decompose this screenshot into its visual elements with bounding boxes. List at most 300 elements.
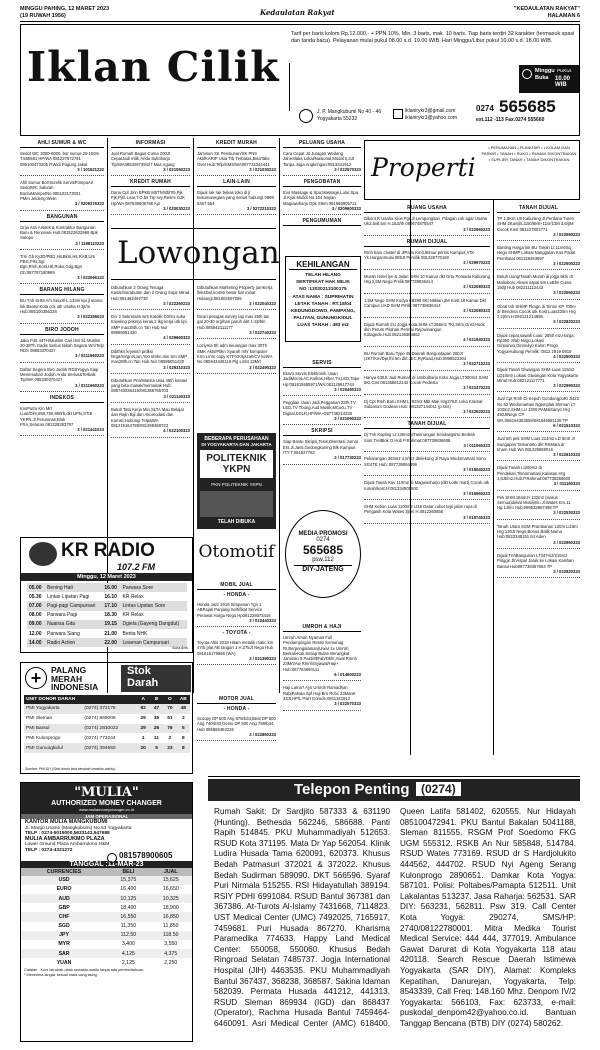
otomotif-title: Otomotif — [198, 542, 275, 562]
telepon-list: Rumah Sakit: Dr Sardjito 587333 & 631190 (Hunting). Bethesda 562246, 586688. Panti Rapih 514845. PKU Muhammadiyah 512653. RSUD Kota 371195. Mata Dr Yap 562054. Klinik Ludira Husada Tama 620091, 620373. Khusus Bedah Patmasuri 372021 & 372022. Khusus Bedah Sudirman 589090. DKT 566596. Syaraf Puri Nirmala 515255. RSI Hidayatullah 389194. RSIY PDHI 6991084. RSUD Bantul 367381 dan 367386. At-Turots Al-Islamy 7431668, 7114823. UST Medical Center (UMC) 7492025, 7165917, 7459681. Puri Husada 867270. Kharisma Paramedika 774633. Happy Land Medical Center: 550058, 550060. Khusus Bedah Ringroad Selatan 7485737. Jogja International Hospital (JIH) 4463535. PKU Muhammadiyah Bantul 367437, 368238, 368587. Sakina Idaman 582039. Permata Husada 441212, 441313. RSUD Sleman 869934 (IGD) dan 868437 (Operator), Rachma Husada Bantul 7459464-6460091. Asri Medical Center (AMC) 618400. Queen Latifa 581402, 620555. Nur Hidayah 085100472941. PKU Bantul Bakalan 5041188, Sleman 811555. RSGM Prof Soedomo FKG UGM 555312. RSKB An Nur 585848, 514784. RSUD Wates 773169. RSUD dr S Hardjolukito 444562, 444702. RSUD Nyi Ageng Serang Kulonprogo 2890651. Damkar Kota Yogya: 587101. Polisi: Poltabes/Pamapta 512511. Unit Lakalantas 513237. Jasa Raharja: 562531. SAR DIY: 563231, 562811. Psw 319. Call Center Kota Yogya: 290274, SMS/HP: 2740/08122780001. Mitra Medika Tourist Medical Service: 444 444, 377019. Ambulance Gawat Darurat di Kota Yogyakarta 118 atau 420118. Search Rescue Daerah Istimewa Yogyakarta (SAR DIY), Alamat: Kompleks Kepatihan, Danurejan, Yogyakarta, Telp: 8543339, Call Freq: 148.160 Mhz. Denpom IV/2 Yogyakarta: 566103, Fax: 623733, e-mail: puskodal_denpom42@yahoo.co.id. Bantuan Tanggap Bencana (BTB) DIY (0274) 580262. — [214, 807, 576, 1028]
program-name: Pagi-pagi Campursari — [47, 602, 96, 609]
pmi-row — [24, 724, 190, 734]
column-1 — [20, 140, 104, 439]
ad-text: Dibutuhkan 2 Orang Tenaga Kasar/Serabutan dan 2 Orang Sopir Minat Hub:081382492730 — [111, 285, 190, 301]
ad-code: 3 / 022066122 — [77, 275, 104, 281]
kehilangan-notice: KEHILANGAN TELAH HILANG SERTIFIKAT HAK MILIK NO :13020213100175 ATAS NAMA : SUPRIHATIN LETAK TANAH : RT.18/04 KEDUNGDOWO, PAMPANG, PALIYAN, GUNUNGKIDUL LUAS TANAH : 483 m2 — [285, 256, 361, 342]
program-time: 05.30 — [29, 593, 42, 600]
classified-ad — [197, 313, 276, 339]
banner-address: J. P. Mangkubumi No 40 - 46 Yogyakarta 55232 — [317, 109, 382, 122]
classified-section — [197, 140, 276, 176]
classified-ad — [20, 297, 104, 323]
classified-ad — [111, 377, 190, 403]
section-subheading: - HONDA - — [223, 592, 250, 598]
mobil-jual-section — [197, 582, 276, 668]
classified-ad — [197, 639, 276, 665]
masthead-page: "KEDAULATAN RAKYAT" HALAMAN 6 — [513, 6, 580, 19]
pmi-cell-tel: (0274) 394550 — [84, 745, 116, 751]
classified-ad — [283, 438, 361, 464]
section-heading: PENGOBATAN — [283, 179, 361, 187]
pmi-cell-a: 29 — [140, 725, 146, 731]
pmi-row — [24, 714, 190, 724]
ad-text: Dj Tnh Kapling Lt:130m2 dTamnungan Sendangtirto Berbah Sinn,TrelBlok O.Hub P.Rahmat:087739836608 — [364, 432, 475, 443]
ad-text: Obral tnh SHMP Pkngn di Tenon KP 700m dr Bendera Cocok utk Kost Luas325m Hrg 2,2jt/m,H:082121214855 — [497, 303, 576, 320]
kr-radio-schedule: KR RADIO 107.2 FM Minggu, 12 Maret 2023 05.00 Bening Hati 16.00 Parwara Sore 05.30 Lintas Lipstan Pagi 16.10 KR Relax 07.00 Pagi-pagi Campursari 17.10 Lintas Lipstan Sore 08.00 Parwara Pagi 18.30 KR Relax 09.00 Nuansa Gita 19.15 Dgiela (Gayeng Dangdut) 12.00 Parwara Siang 21.00 Berita NHK 14.00 Radio Action 22.00 Lesenan Campursari Suba Artis — [20, 537, 193, 653]
pmi-cell-tel: (0274) 869009 — [84, 716, 116, 722]
lowongan-column-1 — [111, 284, 190, 441]
classified-ad — [497, 435, 580, 461]
pmi-cell-o: 51 — [167, 716, 173, 722]
program-name: Parwara Siang — [47, 630, 80, 637]
ad-text: Butuh Tata Kerja Min SLTA Mau Belajar dan Rajin Biji dan Akomodasi dan Komisi.Hubungi Telp&WA 081219164799/081269368723 — [111, 407, 185, 428]
program-name: KR Relax — [122, 612, 144, 619]
ad-code: 3 / 022860323 — [249, 731, 276, 737]
email-icon — [393, 109, 403, 119]
pmi-cell-tel: (0274) 2810022 — [84, 725, 119, 731]
pmi-blood-stock: + PALANG MERAH INDONESIA Stok Darah UNIT DONOR DARAH A B O AB PMI Yogyakarta (0274) 372176 82 47 70 48 PMI Sleman (0274) 869009 29 35 51 2 PMI Bantul (0274) 2810022 29 26 76 5 PMI Kulonprogo (0274) 773244 1 11 2 8 PMI Gunungkidul (0274) 394550 20 5 23 8 Sumber: PMI DIY (Stok darah bisa berubah sewaktu-waktu). — [20, 662, 193, 774]
campus-photo — [200, 491, 273, 517]
classified-section — [20, 287, 104, 323]
classified-ad — [283, 370, 361, 396]
classified-ad — [283, 150, 361, 176]
properti-tags: • PERUMAHAN • PLANGSIR • • KOLAM DAN PARKIR • TANAH • RUKO • RUMAH DIKONTRAKAN • SUPLIER TANAH • TANAH DIKONTRAKAN — [481, 145, 577, 162]
phone-number: 565685 — [499, 97, 556, 116]
pmi-cell-ab: 5 — [181, 725, 185, 731]
program-time: 19.15 — [104, 621, 117, 628]
politeknik-ad[interactable]: BEBERAPA PERUSAHAAN DI YOGYAKARTA DAN JAKARTA POLITEKNIK YKPN PKN POLITEKNIK YKPN TELAH DIBUKA — [197, 433, 276, 529]
classified-section — [197, 696, 276, 741]
buy-rate: 2,125 — [121, 959, 135, 966]
program-time: 08.00 — [29, 612, 42, 619]
classified-ad — [20, 405, 104, 436]
ad-code: 3 / 011060323 — [463, 443, 490, 449]
ad-code: 3 / 022155023 — [77, 314, 104, 320]
ad-code: 3 / 022080323 — [463, 284, 490, 290]
classified-ad — [20, 224, 104, 250]
classified-section — [20, 327, 104, 392]
classified-ad — [497, 273, 580, 299]
section-heading: BARANG HILANG — [20, 287, 104, 295]
ad-code: 3 / 0272210323 — [246, 206, 276, 212]
classified-ad — [20, 150, 104, 176]
classified-section — [111, 140, 190, 176]
sell-rate: 3,550 — [164, 941, 178, 948]
buy-rate: 4,125 — [121, 950, 135, 957]
pmi-cell-a: 82 — [140, 706, 146, 712]
classified-ad — [364, 455, 490, 476]
ad-code: 4 / 029660323 — [163, 335, 190, 341]
rate-date: TANGGAL :11-MAR-23 — [21, 861, 192, 868]
tariff-text: Tarif per baris kolom Rp.12.000,- + PPN 10%. Min. 3 baris, mak. 10 baris. Tiap baris terdiri 32 karakter (termasuk spasi dan tanda baca). Pelayanan mulai pukul 08.00 s.d. 19.00 WIB. Hari Minggu/Libur pukul 10.00 s.d. 18.00 WIB. — [291, 31, 575, 44]
classified-section — [364, 205, 490, 236]
currency-code: EURO — [56, 886, 72, 893]
currency-code: SGD — [58, 923, 70, 930]
program-time: 05.00 — [29, 584, 42, 591]
ad-code: 3 / 022080323 — [463, 308, 490, 314]
classified-ad — [364, 503, 490, 524]
ad-code: 4 / 022100323 — [163, 428, 190, 434]
classified-ad — [364, 479, 490, 500]
pmi-row — [24, 704, 190, 714]
ad-code: 3 / 022550223 — [553, 290, 580, 296]
ad-text: Jaka P45 44TH/Muslim Cari Istri 51 Muslim 30-38Th Gadis Serius Nikah Segera WA/Telp RDS 08853370427 — [20, 337, 104, 354]
ad-text: Dijual Tanah Kav 110m2 di Maguwoharjo (dkt Lotte mart),Cocok utk rumah/kost,H:081334905500 — [364, 480, 490, 491]
buy-rate: 10,125 — [120, 895, 137, 902]
ad-code: 3 / 011160323 — [553, 481, 580, 487]
classified-ad — [197, 284, 276, 310]
ad-text: Hanya 630Jt Jual Rumah di Umbulharjo Kota Jogja LT300m2 SHM 5Kt,Gns 081358812242 Cocok Pedesta — [364, 374, 488, 385]
ad-text: Rmh baru cluster di JlParis Km4,5timur persis Kampus ATK Yk.Harganmulai 685Jt Pemilik 081328770160 — [364, 249, 475, 261]
classified-ad — [111, 406, 190, 437]
ad-code: 3 / 019740323 — [463, 514, 490, 520]
hours-badge: Minggu Buka PUKUL 10.00 WIB — [519, 65, 579, 93]
classified-ad — [111, 348, 190, 374]
pmi-cell-b: 11 — [154, 735, 160, 741]
ad-code: 3 / 0209600323 — [331, 206, 361, 212]
section-heading: BIRO JODOH — [20, 327, 104, 335]
classified-ad — [364, 273, 490, 294]
ad-code: 3 / 022440323 — [249, 617, 276, 623]
radio-row — [27, 629, 187, 638]
radio-name: KR RADIO — [61, 540, 155, 561]
classified-section — [364, 421, 490, 524]
classified-ad — [497, 395, 580, 432]
media-promosi-badge: MEDIA PROMOSI 0274 565685 psw.112 DIY-JATENG — [285, 510, 361, 598]
rate-header-row: CURRENCIES BELI JUAL — [21, 868, 192, 876]
program-name: Dgiela (Gayeng Dangdut) — [122, 621, 180, 628]
ad-code: 3 / 022990323 — [553, 383, 580, 389]
mulia-brand: "MULIA" — [74, 785, 139, 800]
classified-ad — [364, 321, 490, 347]
classified-ad — [497, 332, 580, 363]
pmi-header-row: UNIT DONOR DARAH A B O AB — [24, 695, 190, 704]
pmi-cell-o: 23 — [167, 745, 173, 751]
rate-row — [21, 931, 192, 940]
ad-text: Jaminan SK Pensiunan/SK PNS AktifKARIP Usia Trb Terbatas,BisaTake Over Hub:Telp/SMS/WA087734344441 — [197, 151, 270, 167]
ad-code: 3 / 022920323 — [553, 568, 580, 574]
classified-section — [20, 214, 104, 285]
properti-header — [364, 140, 580, 200]
program-time: 22.00 — [104, 639, 117, 646]
ad-code: 3 / 022620223 — [463, 409, 490, 415]
ad-text: Dj Cpt Rmh Baru SHM Lt:92m2 Mbl Mak Hrg376Jt Loka Kramat Sidoarum Godean Hub: 081327144011 (p.sris) — [364, 398, 483, 409]
classified-section — [197, 582, 276, 665]
rate-row — [21, 903, 192, 912]
pmi-cell-a: 1 — [141, 735, 145, 741]
classified-section — [20, 395, 104, 436]
classified-ad — [20, 337, 104, 363]
ad-text: Dana Cpt Jmn BPKB MtrTh/Mbl'05,Pjk Pjk,Pjsl. Lsar,T.O.bs Trp svy,Resmi OJK Hp/WA 087838609788 Ajo — [111, 190, 185, 206]
ad-code: 3 / 0211660223 — [75, 382, 104, 388]
pmi-title: PALANG MERAH INDONESIA — [51, 665, 99, 692]
ad-text: Pek SHM 184m2+132m2 (Harus Semua)dekat Musilimin Jl.Wates Km.11 Hg:1Jt/m Hub:089532867458 TP — [497, 494, 571, 511]
buy-rate: 16,400 — [120, 886, 137, 893]
banner-emails: iklanirykr3@gmail.com iklanirykr3@yahoo.com — [405, 108, 458, 121]
ad-text: 1,5M Nego SHM Kodya LB290 6Kt Ntiklan,2M Kost 18 Kamar Dkt Campus UAD SHM Pmlik 087738636414 — [364, 297, 486, 308]
ad-code: 3 / 022570323 — [334, 166, 361, 172]
lowongan-section-header — [111, 228, 280, 280]
politeknik-logo: POLITEKNIK YKPN — [200, 450, 273, 478]
radio-date: Minggu, 12 Maret 2023 — [21, 573, 192, 581]
radio-row — [27, 620, 187, 629]
ad-code: 3 / 020450323 — [334, 386, 361, 392]
classified-ad — [111, 313, 190, 344]
classified-ad — [20, 366, 104, 392]
classified-ad — [20, 179, 104, 210]
section-heading: BANGUNAN — [20, 214, 104, 222]
ad-text: Jual Rumah Bagus Cuma 200Jt CepatJadi milik Anda Sukoharjo Tlp/WA085326739427 Mas Agung — [111, 151, 175, 167]
classified-section — [283, 140, 361, 176]
program-name: Nuansa Gita — [47, 621, 75, 628]
classified-ad — [364, 398, 490, 419]
ad-code: 6 / 014600223 — [334, 672, 361, 678]
pmi-row — [24, 743, 190, 753]
ad-code: 3 / 015040223 — [463, 466, 490, 472]
classified-ad — [20, 253, 104, 284]
pmi-cell-a: 29 — [140, 716, 146, 722]
classified-ad — [283, 189, 361, 215]
banner-title: Iklan Cilik — [27, 43, 280, 91]
rate-row — [21, 958, 192, 967]
classified-ad — [197, 342, 276, 373]
section-heading: KREDIT MURAH — [197, 140, 276, 148]
servis-section — [283, 360, 361, 468]
currency-code: MYR — [58, 941, 70, 948]
classified-ad — [364, 297, 490, 318]
section-heading: RUMAH DIJUAL — [364, 239, 490, 247]
phone-prefix: 0274 — [476, 104, 494, 113]
classified-ad — [497, 303, 580, 329]
classified-section — [197, 179, 276, 215]
sell-rate: 11,850 — [163, 923, 179, 930]
classified-ad — [497, 494, 580, 520]
ad-code: 3 / 0211660223 — [75, 353, 104, 359]
ad-text: Tanah Utara SGM Prambanan 120m Ld:8m Hrg:130Jt Nego,Bonus Balik Nama Hub:0822348151 64 Aden — [497, 523, 578, 540]
classified-section — [283, 218, 361, 226]
pmi-cell-o: 70 — [167, 706, 173, 712]
classified-ad — [364, 215, 490, 236]
ad-text: Jual Cpt Rmh Di Kepuh GondangpuRi Jl423 No 62 Wedomartani Ngemplak Sleman LT 103m2,SHM,LU 1300 PAM&Sanyo Hrg 450JtNego CP WA:085154353559/081646581126 TP — [497, 396, 579, 423]
program-name: Lintas Lipstan Sore — [122, 602, 166, 609]
ad-code: 3 / 022040323 — [249, 300, 276, 306]
classified-ad — [283, 684, 361, 710]
program-time: 12.00 — [29, 630, 42, 637]
program-time: 14.00 — [29, 639, 42, 646]
ad-text: Trm Gb Ky3D/PBG,Hit.Bkm,Hit.RAB;Urs PBG,Plrs,Sgl Bgn,Rmh,Kost,Htl,Ruko,Gdg,Bgn Gb:087787180969 — [20, 253, 95, 275]
buy-rate: 112.50 — [120, 932, 137, 939]
section-heading: MOBIL JUAL — [197, 582, 276, 590]
section-heading: LAIN-LAIN — [197, 179, 276, 187]
classified-ad — [197, 715, 276, 741]
ad-text: Dijual Rumah 2Lt Jogja Kota,SHM LT:268m2 7Kt,3Km,Gnsl,Hook dkn Perum Pilahan Permai Rejowinangun Kotagede.Hub:082136384662 — [364, 321, 485, 338]
section-heading: TANAH DIJUAL — [497, 205, 580, 213]
properti-title: Properti — [371, 153, 476, 182]
whatsapp-number: 081578900605 — [119, 851, 173, 860]
pmi-cell-tel: (0274) 372176 — [84, 706, 116, 712]
ad-text: Dijual Tanah Giwangan SHM Luas 115m2 LD10mtr Lokasi Giwangan Kota Yogyakarta Minat Hub:082121117771 — [497, 367, 579, 383]
iklan-cilik-banner — [20, 24, 580, 136]
program-name: Lesenan Campursari — [122, 639, 169, 646]
ad-code: 3 / 022560223 — [463, 226, 490, 232]
ad-text: Dijual cepat,sawah Luas: 2850 m2,Harga: Rp350 Jt/ab Nego,Lokasi Giripurwo,Girimulyo Kulon Progo YogyaHubungi Pemilik: 0812 2919 0918 — [497, 332, 575, 354]
pmi-cell-b: 47 — [153, 706, 160, 712]
buy-rate: 18,400 — [120, 904, 137, 911]
classified-ad — [111, 284, 190, 310]
pmi-cell-o: 76 — [167, 725, 173, 731]
ad-code: 3 / 022470223 — [463, 385, 490, 391]
ad-text: Murah Hotel lyn & Jalan SHM 10 Kamar dkt Grta Persada Kaliurang Hrg 2,5M Nego.Pmlik:087739836414 — [364, 273, 490, 285]
ad-text: Dikont R Usaha Kios Pgr Jl.Lempongsari, Pdagan,cok agar Usaha Uk3,5x6,5m H.15Jt/th 089674875547 — [364, 216, 488, 227]
radio-logo-icon — [29, 542, 57, 566]
ad-code: 3 / 016960223 — [463, 490, 490, 496]
classified-section — [283, 428, 361, 464]
classified-ad — [283, 399, 361, 425]
sell-rate: 18,900 — [162, 904, 179, 911]
pmi-cell-ab: 8 — [181, 735, 185, 741]
ad-code: 3 / 022260223 — [163, 300, 190, 306]
program-time: 16.00 — [104, 584, 117, 591]
ad-code: 3 / 022740323 — [249, 330, 276, 336]
classified-ad — [364, 249, 490, 270]
ad-text: Jual tnh pek SHM Luas 214m2 LD 8mtr Jl Sungapan Tamantirto dkt RSMata dr Imam.Hub WA 081329659016 — [497, 436, 575, 452]
classified-section — [20, 140, 104, 211]
program-name: KR Relax — [122, 593, 144, 600]
classified-section — [497, 205, 580, 578]
properti-column-right — [497, 205, 580, 581]
currency-code: SAR — [58, 950, 70, 957]
masthead — [20, 6, 580, 22]
sell-rate: 15,625 — [162, 877, 179, 884]
radio-row — [27, 592, 187, 601]
classified-ad — [364, 350, 490, 371]
section-heading: AHLI SUMUR & WC — [20, 140, 104, 148]
section-heading: KREDIT RUMAH — [111, 179, 190, 187]
pmi-cell-ab: 2 — [181, 716, 185, 722]
ad-text: Dicari petugas survey lap max 25th tan gat 20-30 org/hari paruh wkt 1-2jt/bln Hub:085842111177 — [197, 314, 270, 330]
ad-code: 3 / 021030223 — [249, 166, 276, 172]
ad-code: 3 / 0209376323 — [74, 201, 104, 207]
currency-code: JPY — [59, 932, 69, 939]
ad-text: Haji Lama? Ayo Umroh Ramadhan RabiPahala Spf Haji Brn Rcbc 23Maret 33Jt,HP/L Pwrt Gorude,0811341912 — [283, 685, 356, 701]
section-subheading: - HONDA - — [223, 706, 250, 712]
masthead-logo: Kedaulatan Rakyat — [260, 8, 335, 17]
pmi-cell-name: PMI Gunungkidul — [26, 745, 63, 751]
mulia-money-changer: "MULIA" AUTHORIZED MONEY CHANGER www.muliamoneychanger.co.id JAM OPERASIONAL KANTOR MULIA MANGKUBUMI Jl. Margo Utomo (Mangkubumi) No.53 Yogyakarta TELP : 0274-5015000,5633143,547688 MULIA AMBARRUKMO PLAZA Lower Ground Plaza Ambarrukmo H&M TELP : 0274-4331272 081578900605 TANGGAL :11-MAR-23 CURRENCIES BELI JUAL USD 15,375 15,625 EURO 16,400 16,650 AUD 10,125 10,325 GBP 18,400 18,900 CHF 16,550 16,850 SGD 11,350 11,850 JPY 112.50 118.50 MYR 3,400 3,550 SAR 4,125 4,375 YUAN 2,125 2,250 Catatan : Kurs berubah-ubah sewaktu-waktu tanpa ada pemberitahuan * Menerima langsir sesuai mata uang asing — [20, 782, 193, 1042]
section-heading: INFORMASI — [111, 140, 190, 148]
pmi-cell-tel: (0274) 773244 — [84, 735, 116, 741]
classified-ad — [283, 634, 361, 681]
radio-row — [27, 601, 187, 610]
classified-ad — [197, 601, 276, 627]
ad-text: Scoopy DP 500 Ang 875rb34,Beat DP 500 Ang 740rb33,Genio DP 500 Ang 788rb34 Hub 085866453226 — [197, 716, 276, 732]
section-heading: INDEKOS — [20, 395, 104, 403]
program-name: Parwara Sore — [122, 584, 154, 591]
buy-rate: 15,375 — [120, 877, 137, 884]
section-heading: RUANG USAHA — [364, 205, 490, 213]
ad-code: 3 / 021090323 — [334, 416, 361, 422]
pmi-row — [24, 733, 190, 743]
ad-code: 3 / 021390323 — [249, 656, 276, 662]
sell-rate: 4,375 — [164, 950, 178, 957]
ad-text: Grija Asri Arsitek & Kontraktor Bangunan Baru & Renovasi Hub.081522622969 Bpk Sutopo — [20, 224, 98, 241]
ad-text: KosPutra Km Mrt Luar/Dlm,550,750,850rb,dkt UPN,STIE YKPN,Jl.Perumnas,Blok PSA,Seturan,081328283797 — [20, 405, 93, 427]
umroh-section — [283, 624, 361, 714]
radio-row — [27, 611, 187, 620]
pmi-cell-name: PMI Kulonprogo — [26, 735, 61, 741]
masthead-date: MINGGU PAHING, 12 MARET 2023 (19 RUWAH 1956) — [20, 6, 110, 19]
section-heading: TANAH DIJUAL — [364, 421, 490, 429]
classified-ad — [364, 431, 490, 452]
ad-code: 3 / 029970223 — [463, 260, 490, 266]
currency-code: USD — [58, 877, 70, 884]
rate-row — [21, 949, 192, 958]
pmi-cell-o: 2 — [168, 735, 172, 741]
ad-text: Honda Jazz 2019 Simpanan Tgn 1 ABPajak Panjang Sertifikat Service Perawat Harga Nego.Hp081228673416 — [197, 602, 271, 618]
section-heading: PELUANG USAHA — [283, 140, 361, 148]
pmi-cell-ab: 8 — [181, 745, 185, 751]
column-3 — [197, 140, 276, 218]
ad-text: Dcr 2 Sekretaris wnt Katolik D3/S1 suka traveling pekerja keras,2 lkg kerja utk kpi SMP max28th,cn Tan Hub Nur 08995051430 — [111, 314, 187, 336]
classified-ad — [111, 189, 190, 215]
motor-jual-section — [197, 696, 276, 744]
location-icon — [299, 109, 313, 123]
ad-code: 3 / 022710223 — [463, 361, 490, 367]
program-name: Bening Hati — [47, 584, 73, 591]
currency-code: CHF — [58, 913, 70, 920]
ad-text: Dibutuhkan Marketing Property jamKerja fleksibel,komisi besar bar minat Hubungi:081802597255 — [197, 285, 273, 301]
ad-text: Dijual rak rak bekas toko di jl kusumanegara yang serius hubungi 0899 5457 554 — [197, 190, 274, 206]
telepon-penting — [208, 776, 580, 1042]
pmi-cell-b: 5 — [155, 745, 158, 751]
classified-ad — [497, 523, 580, 549]
ad-text: SHM Kebon Luas 1100m2 Lt16 Datar cuber tepi jalan raya di Pengasih Kota Wates 3jt/m H.0812260858 — [364, 504, 477, 515]
ad-code: 6 / 021510323 — [553, 422, 580, 428]
phone-ext: ext.112 -113 Fax.0274 555660 — [476, 117, 545, 123]
lowongan-column-2 — [197, 284, 276, 377]
telepon-code: (0274) — [416, 782, 461, 796]
classified-ad — [364, 374, 490, 395]
ad-text: Sedot WC 3000-6000. bor sumur 20-150m T.580591 HP/WA 081227572791 085100473205 P.Widi Pogung Jakal — [20, 151, 100, 167]
classified-section — [111, 179, 190, 215]
ad-text: Loziyma tth adm keuangan max 30Th SMK Akts/Pbkn Syarah mhr komputer Krm Lmrn copy KTP,KK/Ijazah/CV keWA No 085943446116 Plg Lmbt 13Mrt — [197, 343, 273, 365]
ad-code: 3 / 022610323 — [553, 452, 580, 458]
otomotif-header — [197, 536, 276, 576]
ad-code: 3 / 020030223 — [163, 206, 190, 212]
pmi-cell-name: PMI Yogyakarta — [26, 706, 60, 712]
ad-text: Pegglian !Juan Jadi,Pegganan 23th,TV LED,TV Tbung,Aud Musik,MCucu,TV Digital,DSLR,HP/WA+087738214225 — [283, 400, 356, 416]
whatsapp-icon — [107, 853, 117, 863]
ad-code: 3 / 021140323 — [163, 393, 190, 399]
classified-section — [364, 239, 490, 419]
currency-code: YUAN — [56, 959, 72, 966]
pmi-cell-b: 35 — [153, 716, 160, 722]
radio-row — [27, 638, 187, 647]
classified-section — [283, 179, 361, 215]
properti-column-mid — [364, 205, 490, 527]
rate-row — [21, 912, 192, 921]
pmi-cell-b: 26 — [153, 725, 160, 731]
ad-text: Butuh Uang!Tanah Murah di jogja 9km dr Malioboro,Akses aspal 5m LeBlm Cuma 150jt Hub 082211112443 — [497, 274, 574, 290]
buy-rate: 11,350 — [120, 923, 137, 930]
buy-rate: 3,400 — [121, 941, 135, 948]
pmi-cell-name: PMI Bantul — [26, 725, 50, 731]
section-heading: UMROH & HAJI — [283, 624, 361, 632]
program-name: Parwara Pagi — [47, 612, 78, 619]
program-time: 17.10 — [104, 602, 117, 609]
radio-table — [27, 583, 187, 647]
program-time: 18.30 — [104, 612, 117, 619]
classified-ad — [497, 552, 580, 578]
